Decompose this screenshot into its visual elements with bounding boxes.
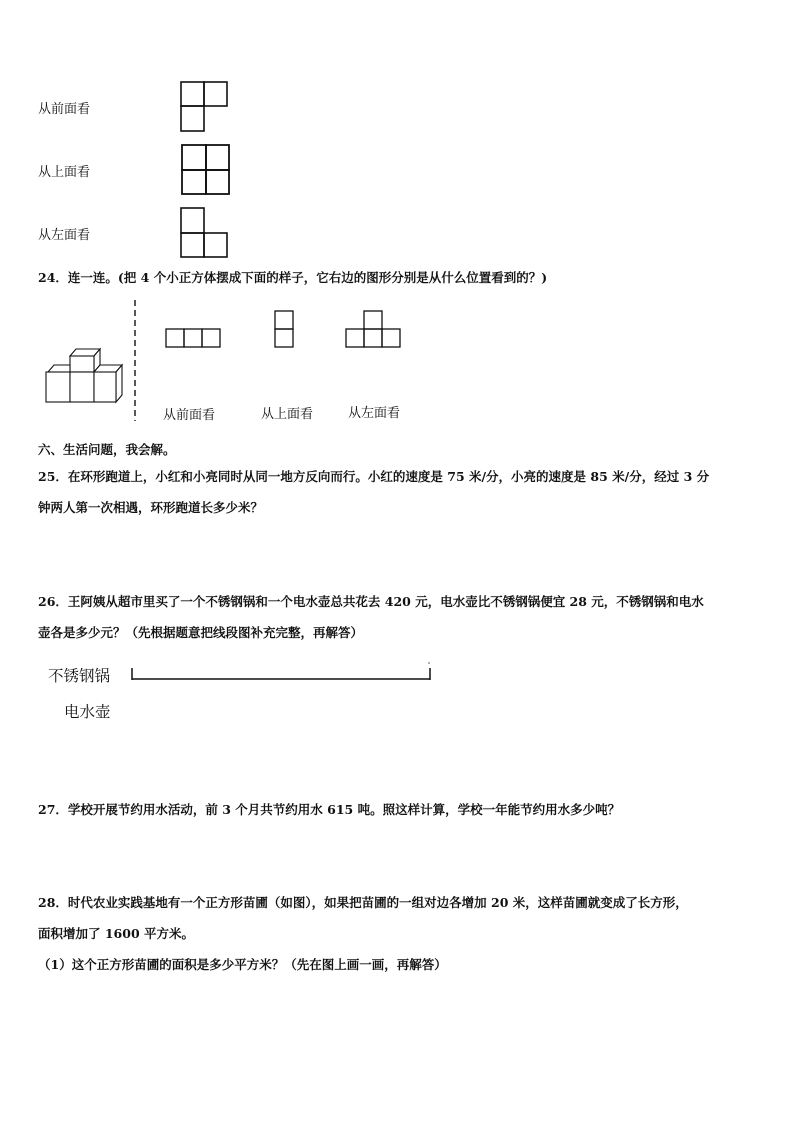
top-view-label: 从上面看 bbox=[38, 165, 91, 180]
question-25-line-1: 25．在环形跑道上，小红和小亮同时从同一地方反向而行。小红的速度是 75 米/分，小亮的速度是 85 米/分，经过 3 分 bbox=[38, 469, 710, 484]
cube-stack-figure bbox=[44, 345, 126, 409]
section-6-title: 六、生活问题，我会解。 bbox=[38, 442, 176, 457]
dashed-divider bbox=[133, 300, 137, 422]
top-view-figure bbox=[181, 144, 231, 196]
view-caption-3: 从左面看 bbox=[348, 406, 401, 421]
front-view-figure bbox=[180, 81, 230, 133]
segment-label-pot: 不锈钢锅 bbox=[48, 667, 111, 685]
segment-label-kettle: 电水壶 bbox=[64, 703, 111, 721]
view-figure-1 bbox=[165, 328, 223, 349]
question-26-line-1: 26．王阿姨从超市里买了一个不锈钢锅和一个电水壶总共花去 420 元，电水壶比不锈钢锅便宜 28 元，不锈钢锅和电水 bbox=[38, 594, 704, 609]
question-28-line-1: 28．时代农业实践基地有一个正方形苗圃（如图），如果把苗圃的一组对边各增加 20 米，这样苗圃就变成了长方形， bbox=[38, 895, 688, 910]
question-24-text: 24．连一连。(把 4 个小正方体摆成下面的样子，它右边的图形分别是从什么位置看到的？) bbox=[38, 270, 548, 285]
question-28-line-2: 面积增加了 1600 平方米。 bbox=[38, 926, 194, 941]
left-view-label: 从左面看 bbox=[38, 228, 91, 243]
question-25-line-2: 钟两人第一次相遇，环形跑道长多少米？ bbox=[38, 500, 264, 515]
view-figure-2 bbox=[274, 310, 296, 350]
question-26-line-2: 壶各是多少元？（先根据题意把线段图补充完整，再解答） bbox=[38, 625, 364, 640]
front-view-label: 从前面看 bbox=[38, 102, 91, 117]
question-28-sub-1: （1）这个正方形苗圃的面积是多少平方米？（先在图上画一画，再解答） bbox=[38, 957, 447, 972]
view-caption-2: 从上面看 bbox=[261, 407, 314, 422]
question-27-text: 27．学校开展节约用水活动，前 3 个月共节约用水 615 吨。照这样计算，学校一年能节约用水多少吨？ bbox=[38, 802, 621, 817]
view-figure-3 bbox=[345, 310, 403, 350]
left-view-figure bbox=[180, 207, 230, 259]
view-caption-1: 从前面看 bbox=[163, 408, 216, 423]
segment-line-pot bbox=[130, 660, 434, 684]
